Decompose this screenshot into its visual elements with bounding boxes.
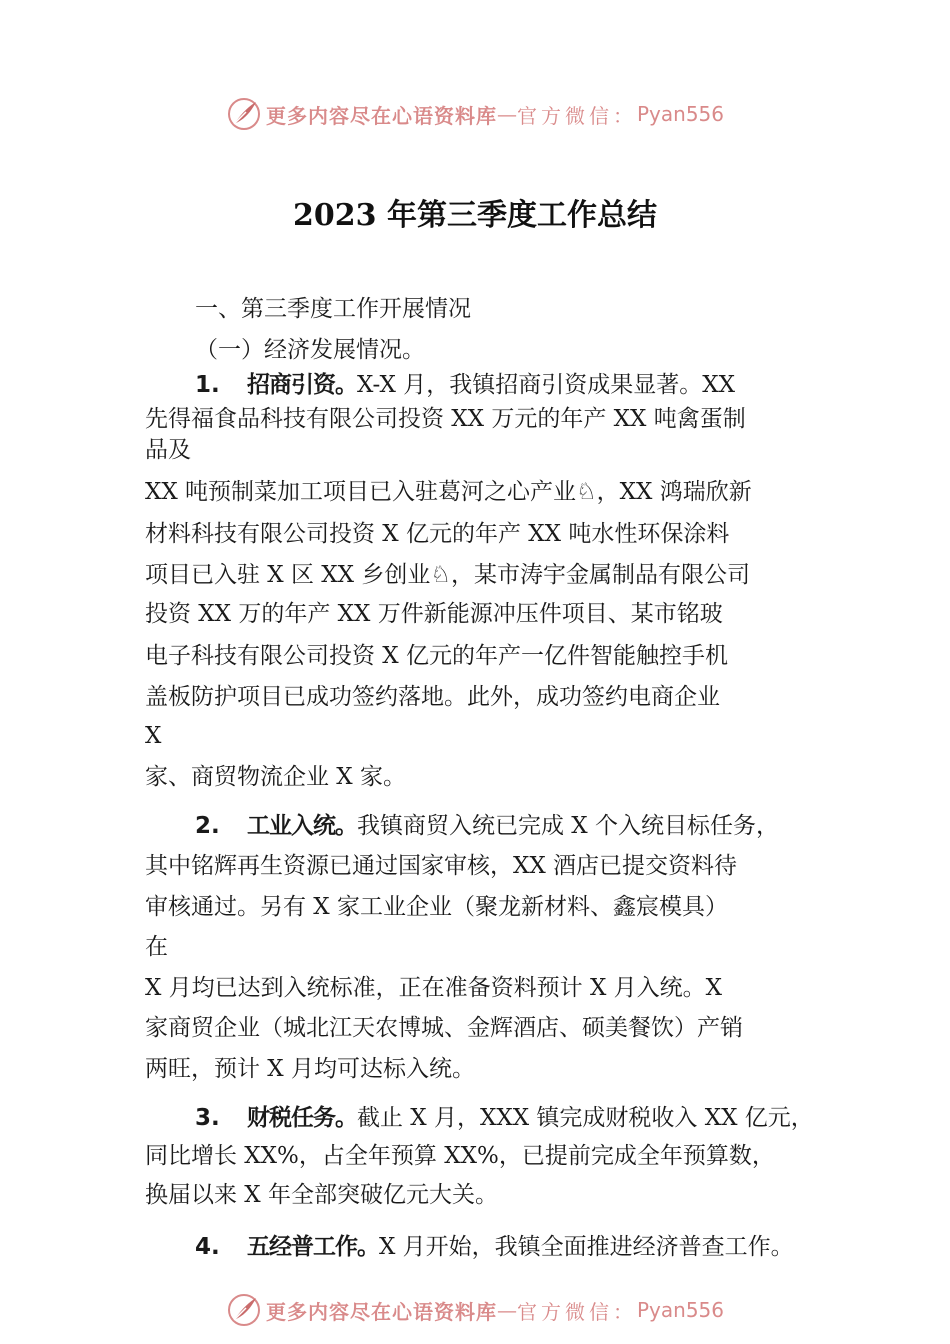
paragraph-line: 投资 XX 万的年产 XX 万件新能源冲压件项目、某市铭玻: [145, 601, 723, 627]
paragraph-line: 两旺，预计 X 月均可达标入统。: [145, 1056, 475, 1082]
paragraph-line: X: [145, 723, 162, 749]
banner-separator: —: [496, 102, 517, 126]
item-keyword: 五经普工作。: [247, 1234, 379, 1260]
paragraph-line: 家商贸企业（城北江天农博城、金辉酒店、硕美餐饮）产销: [145, 1015, 743, 1041]
item-number: 1.: [195, 372, 220, 398]
paragraph-line: XX 吨预制菜加工项目已入驻葛河之心产业♘，XX 鸿瑞欣新: [145, 479, 752, 505]
item-keyword: 招商引资。: [247, 372, 357, 398]
item-keyword: 工业入统。: [247, 813, 357, 839]
banner-wechat-id: Pyan556: [636, 1298, 724, 1322]
paragraph-line: 先得福食品科技有限公司投资 XX 万元的年产 XX 吨禽蛋制: [145, 406, 746, 432]
item-text: X 月开始，我镇全面推进经济普查工作。: [379, 1234, 794, 1260]
banner-wechat-label: 官方微信：: [516, 103, 637, 128]
paragraph-line: 材料科技有限公司投资 X 亿元的年产 XX 吨水性环保涂料: [145, 521, 730, 547]
item-number: 3.: [195, 1105, 220, 1131]
paragraph-line: [195, 369, 735, 401]
footer-watermark-banner: [0, 1290, 950, 1330]
quill-pen-icon: [226, 1292, 262, 1328]
paragraph-line: [195, 810, 779, 842]
paragraph-line: 盖板防护项目已成功签约落地。此外，成功签约电商企业: [145, 684, 720, 710]
paragraph-line: 项目已入驻 X 区 XX 乡创业♘，某市涛宇金属制品有限公司: [145, 562, 750, 588]
item-number: 4.: [195, 1234, 220, 1260]
banner-wechat-id: Pyan556: [636, 102, 724, 126]
quill-pen-icon: [226, 96, 262, 132]
paragraph-line: 审核通过。另有 X 家工业企业（聚龙新材料、鑫宸模具）: [145, 894, 728, 920]
banner-library-text: 更多内容尽在心语资料库: [265, 103, 497, 128]
paragraph-line: [195, 1231, 794, 1263]
paragraph-line: 电子科技有限公司投资 X 亿元的年产一亿件智能触控手机: [145, 643, 728, 669]
subsection-heading: （一）经济发展情况。: [195, 337, 425, 363]
item-number: 2.: [195, 813, 220, 839]
banner-separator: —: [496, 1298, 517, 1322]
paragraph-line: X 月均已达到入统标准，正在准备资料预计 X 月入统。X: [145, 975, 723, 1001]
item-text: X-X 月，我镇招商引资成果显著。XX: [357, 372, 735, 398]
item-text: 截止 X 月，XXX 镇完成财税收入 XX 亿元，: [357, 1105, 814, 1131]
paragraph-line: 家、商贸物流企业 X 家。: [145, 764, 406, 790]
section-heading: 一、第三季度工作开展情况: [195, 296, 471, 322]
banner-wechat-label: 官方微信：: [516, 1299, 637, 1324]
paragraph-line: 在: [145, 934, 168, 960]
item-keyword: 财税任务。: [247, 1105, 357, 1131]
paragraph-line: 品及: [145, 437, 191, 463]
paragraph-line: 其中铭辉再生资源已通过国家审核，XX 酒店已提交资料待: [145, 853, 738, 879]
paragraph-line: [195, 1102, 814, 1134]
paragraph-line: 同比增长 XX%，占全年预算 XX%，已提前完成全年预算数，: [145, 1143, 775, 1169]
paragraph-line: 换届以来 X 年全部突破亿元大关。: [145, 1182, 498, 1208]
header-watermark-banner: [0, 94, 950, 134]
document-title: 2023 年第三季度工作总结: [293, 198, 657, 233]
item-text: 我镇商贸入统已完成 X 个入统目标任务，: [357, 813, 779, 839]
banner-library-text: 更多内容尽在心语资料库: [265, 1299, 497, 1324]
